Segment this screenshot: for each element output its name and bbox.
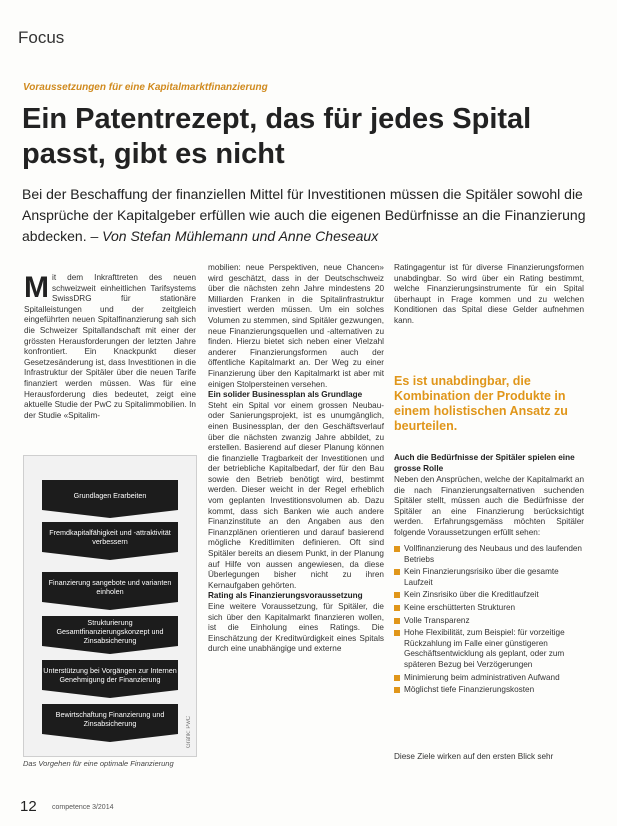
paragraph: Neben den Ansprüchen, welche der Kapitalmarkt an die nach Finanzierungsalternativen suchenden Spitäler stellt, müssen auch die Bedürfnisse der Spitäler an eine Finanzierung berücksichtigt werden. Erfahrungsgemäss möchten Spitäler folgende Voraussetzungen erfüllt sehen: xyxy=(394,475,584,537)
list-item: Kein Zinsrisiko über die Kreditlaufzeit xyxy=(394,590,584,601)
pull-quote: Es ist unabdingbar, die Kombination der Produkte in einem holistischen Ansatz zu beurteilen. xyxy=(394,374,568,433)
column-3-intro: Ratingagentur ist für diverse Finanzierungsformen unabdingbar. So wird über ein Rating bestimmt, welche Finanzierungsinstrumente für ein Spital überhaupt in Frage kommen und zu welchen Konditionen das Spital diese Gelder aufnehmen kann. xyxy=(394,263,584,325)
paragraph: Diese Ziele wirken auf den ersten Blick sehr xyxy=(394,752,554,761)
lead-author: – Von Stefan Mühlemann und Anne Cheseaux xyxy=(90,228,379,244)
list-item: Minimierung beim administrativen Aufwand xyxy=(394,673,584,684)
diagram-step-6: Bewirtschaftung Finanzierung und Zinsabsicherung xyxy=(42,704,178,734)
diagram-credit: Grafik: PwC xyxy=(186,715,192,748)
diagram-step-5: Unterstützung bei Vorgängen zur Internen Genehmigung der Finanzierung xyxy=(42,660,178,690)
diagram-arrow xyxy=(42,646,178,654)
diagram-arrow xyxy=(42,734,178,742)
bullet-list xyxy=(394,544,584,698)
lead xyxy=(22,184,597,247)
page-number: 12 xyxy=(20,798,37,815)
dropcap: M xyxy=(24,271,49,304)
list-item: Hohe Flexibilität, zum Beispiel: für vorzeitige Rückzahlung im Falle einer günstigeren Geschäftsentwicklung als geplant, oder zum späteren Bezug bei Verzögerungen xyxy=(394,628,584,670)
diagram-arrow xyxy=(42,552,178,560)
kicker: Voraussetzungen für eine Kapitalmarktfinanzierung xyxy=(23,82,268,93)
subheading: Auch die Bedürfnisse der Spitäler spielen eine grosse Rolle xyxy=(394,453,575,473)
diagram-arrow xyxy=(42,690,178,698)
lead-text: Bei der Beschaffung der finanziellen Mittel für Investitionen müssen die Spitäler sowohl die Ansprüche der Kapitalgeber erfüllen wie auch die eigenen Bedürfnisse an die Finanzierung abdecken. xyxy=(22,186,586,244)
section-label: Focus xyxy=(18,28,65,47)
column-1-text: it dem Inkrafttreten des neuen schweizweit einheitlichen Tarifsystems SwissDRG für stationäre Spitalleistungen und der zeitgleich eingeführten neuen Spitalfinanzierung sah sich die Schweizer Spitallandschaft mit einer der grössten Herausforderungen der letzten Jahre konfrontiert. Ein Knackpunkt dieser Gesetzesänderung ist, dass Investitionen in die Infrastruktur der Spitäler über die neuen Tarife finanziert werden müssen. Was für eine Herausforderung dies bedeutet, zeigt eine aktuelle Studie der PwC zu Spitalimmobilien. In der Studie «Spitalim- xyxy=(24,273,196,420)
diagram-step-2: Fremdkapitalfähigkeit und -attraktivität verbessern xyxy=(42,522,178,552)
column-1 xyxy=(24,273,196,421)
list-item: Volle Transparenz xyxy=(394,616,584,627)
diagram-arrow xyxy=(42,602,178,610)
subheading: Rating als Finanzierungsvoraussetzung xyxy=(208,591,363,601)
list-item: Vollfinanzierung des Neubaus und des laufenden Betriebs xyxy=(394,544,584,565)
list-item: Kein Finanzierungsrisiko über die gesamte Laufzeit xyxy=(394,567,584,588)
diagram-step-4: Strukturierung Gesamtfinanzierungskonzept und Zinsabsicherung xyxy=(42,616,178,646)
column-2 xyxy=(208,263,384,655)
list-item: Möglichst tiefe Finanzierungskosten xyxy=(394,685,584,696)
list-item: Keine erschütterten Strukturen xyxy=(394,603,584,614)
paragraph: Steht ein Spital vor einem grossen Neubau- oder Sanierungsprojekt, ist es unumgänglich, einen Businessplan, der den Geschäftsverlauf über die nächsten zwanzig Jahre abbildet, zu erstellen. Basierend auf dieser Planung können die finanzielle Tragbarkeit der Investitionen und der betriebliche Kapitalbedarf, der für den Bau sowie den Betrieb benötigt wird, bestimmt werden. Dieser weicht in der Regel erheblich vom geplanten Investitionsvolumen ab. Dazu kommt, dass sich Banken wie auch andere Finanzinstitute an den Angaben aus den Finanzplänen orientieren und darauf basierend mögliche Kreditlimiten definieren. Oft sind Spitäler bereits an diesem Punkt, in der Planung auf Hilfe von aussen angewiesen, da diese Überlegungen bisher nicht zu ihren Kernaufgaben gehörten. xyxy=(208,400,384,590)
diagram-step-3: Finanzierung sangebote und varianten einholen xyxy=(42,572,178,602)
headline: Ein Patentrezept, das für jedes Spital passt, gibt es nicht xyxy=(22,103,532,170)
diagram-step-1: Grundlagen Erarbeiten xyxy=(42,480,178,510)
subheading: Ein solider Businessplan als Grundlage xyxy=(208,390,363,400)
diagram-caption: Das Vorgehen für eine optimale Finanzierung xyxy=(23,759,174,768)
process-diagram xyxy=(23,455,197,757)
diagram-arrow xyxy=(42,510,178,518)
paragraph: Eine weitere Voraussetzung, für Spitäler, die sich über den Kapitalmarkt finanzieren wollen, ist die Einholung eines Ratings. Die Einschätzung der Kreditwürdigkeit eines Spitals durch eine unabhängige und externe xyxy=(208,602,384,654)
column-2-intro: mobilien: neue Perspektiven, neue Chancen» wird geschätzt, dass in der Deutschschweiz über die nächsten zehn Jahre mindestens 20 Milliarden Franken in die Spitalinfrastruktur investiert werden müssen. Um ein solches Volumen zu stemmen, sind Spitäler gezwungen, neue Finanzierungsquellen und -alternativen zu finden. Hierzu bietet sich neben einer Vielzahl anderer Finanzierungsformen auch der öffentliche Kapitalmarkt an. Der Weg zu einer Finanzierung über den Kapitalmarkt ist aber mit einigen Stolpersteinen versehen. xyxy=(208,263,384,389)
journal-name: competence 3/2014 xyxy=(52,804,114,811)
